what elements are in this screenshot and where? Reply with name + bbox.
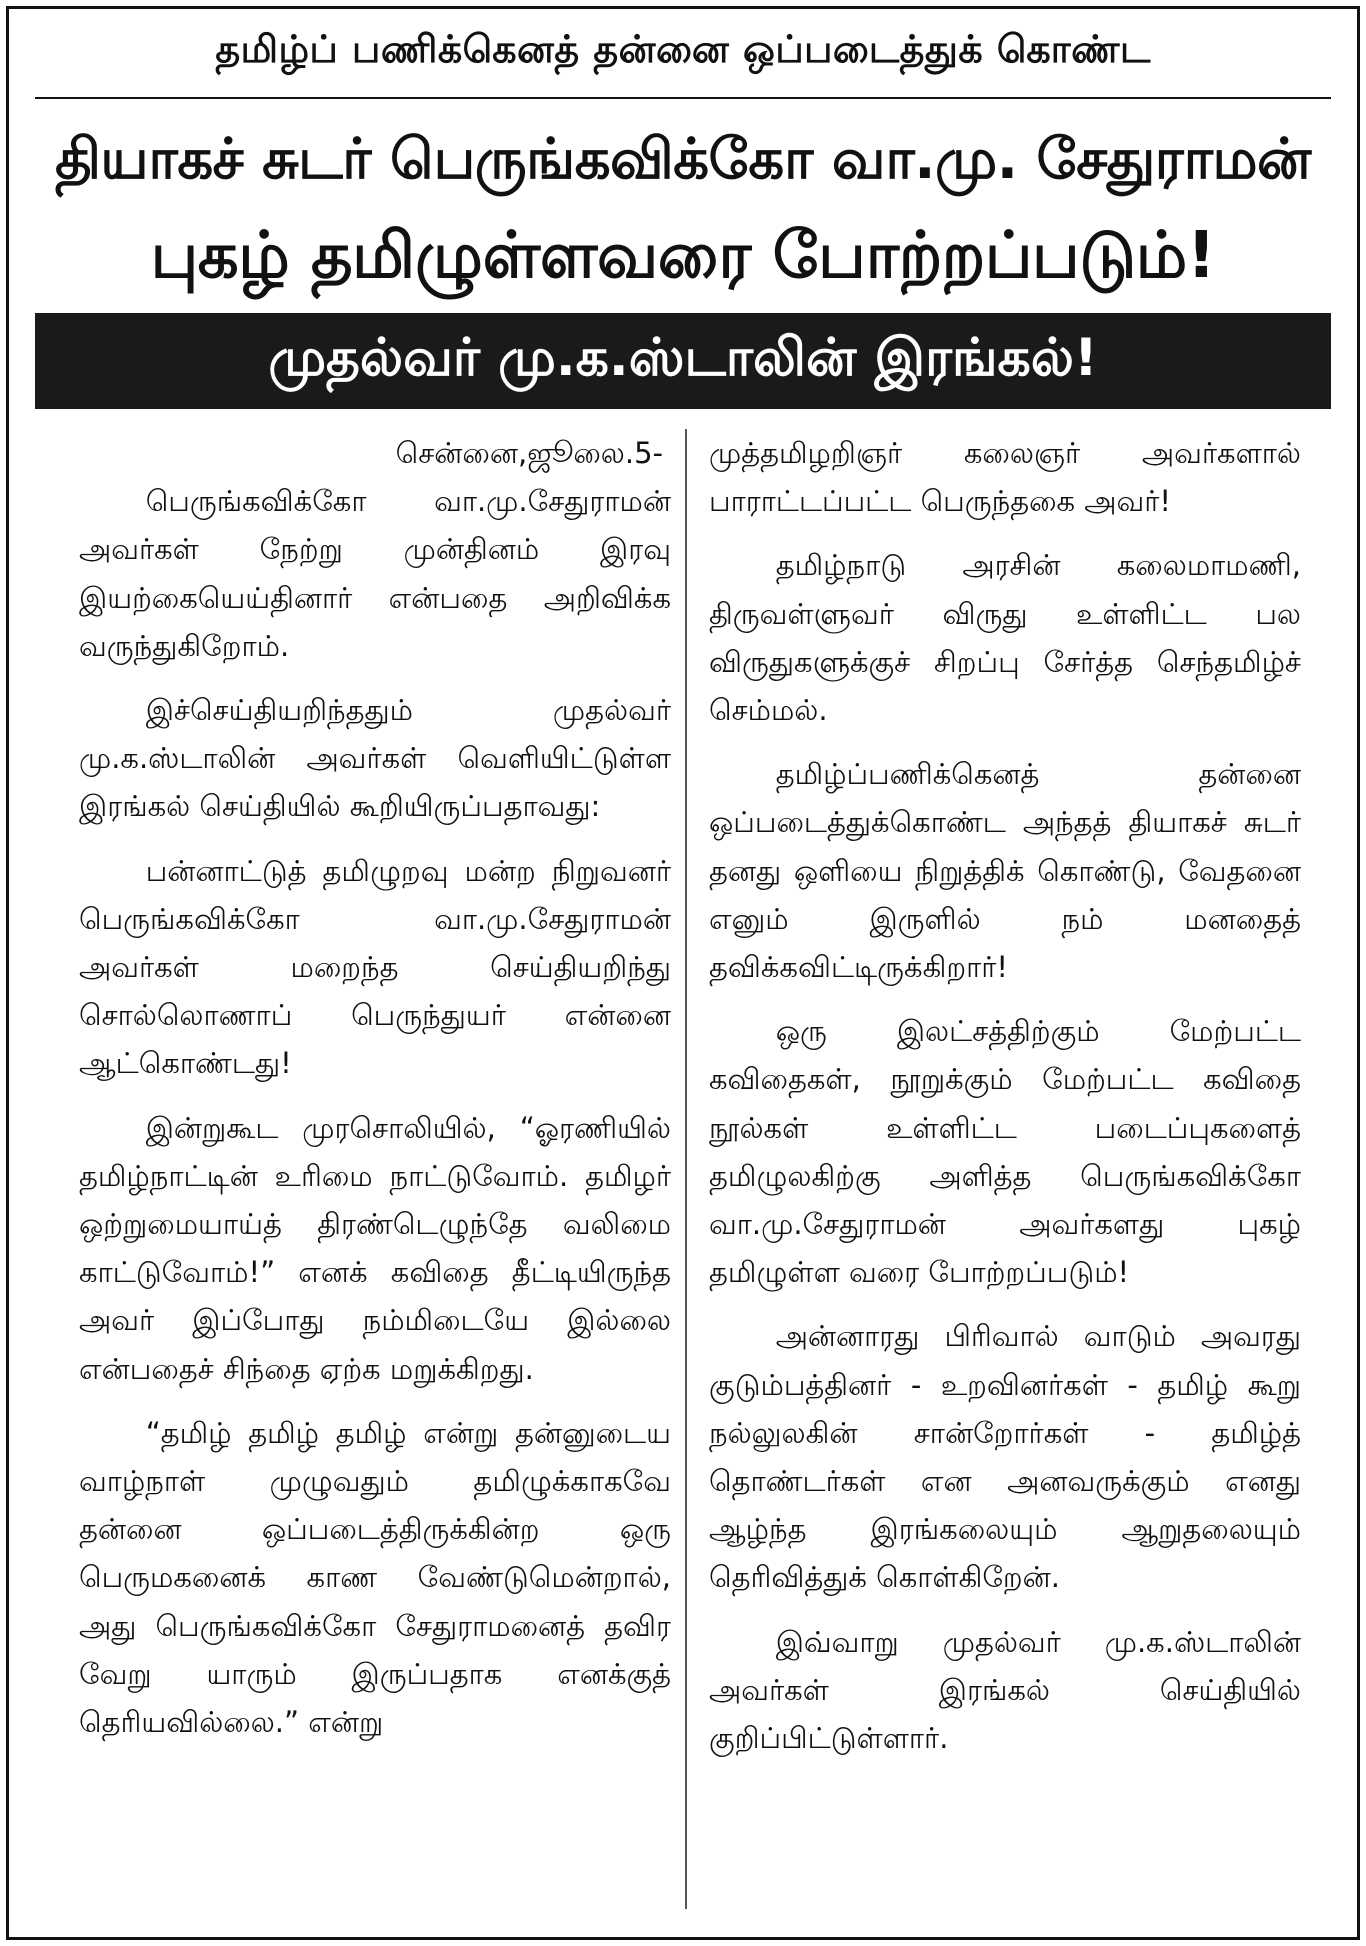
subheadline-banner bbox=[35, 313, 1331, 409]
article-paragraph: தமிழ்நாடு அரசின் கலைமாமணி, திருவள்ளுவர் விருது உள்ளிட்ட பல விருதுகளுக்குச் சிறப்பு சேர்த்த செந்தமிழ்ச் செம்மல். bbox=[709, 548, 1301, 728]
article-paragraph: “தமிழ் தமிழ் தமிழ் என்று தன்னுடைய வாழ்நாள் முழுவதும் தமிழுக்காகவே தன்னை ஒப்படைத்திருக்கின்ற ஒரு பெருமகனைக் காண வேண்டுமென்றால், அது பெருங்கவிக்கோ சேதுராமனைத் தவிர வேறு யாரும் இருப்பதாக எனக்குத் தெரியவில்லை.” என்று bbox=[79, 1415, 671, 1740]
article-paragraph: பெருங்கவிக்கோ வா.மு.சேதுராமன் அவர்கள் நேற்று முன்தினம் இரவு இயற்கையெய்தினார் என்பதை அறிவிக்க வருந்துகிறோம். bbox=[79, 484, 671, 663]
kicker-line: தமிழ்ப் பணிக்கெனத் தன்னை ஒப்படைத்துக் கொண்ட bbox=[215, 27, 1151, 71]
article-paragraph: ஒரு இலட்சத்திற்கும் மேற்பட்ட கவிதைகள், நூறுக்கும் மேற்பட்ட கவிதை நூல்கள் உள்ளிட்ட படைப்புகளைத் தமிழுலகிற்கு அளித்த பெருங்கவிக்கோ வா.மு.சேதுராமன் அவர்களது புகழ் தமிழுள்ள வரை போற்றப்படும்! bbox=[709, 1014, 1301, 1290]
subheadline-text: முதல்வர் மு.க.ஸ்டாலின் இரங்கல்! bbox=[268, 327, 1098, 388]
article-paragraph: இச்செய்தியறிந்ததும் முதல்வர் மு.க.ஸ்டாலின் அவர்கள் வெளியிட்டுள்ள இரங்கல் செய்தியில் கூறியிருப்பதாவது: bbox=[79, 693, 671, 824]
article-paragraph: இவ்வாறு முதல்வர் மு.க.ஸ்டாலின் அவர்கள் இரங்கல் செய்தியில் குறிப்பிட்டுள்ளார். bbox=[709, 1624, 1301, 1756]
headline-line-2: புகழ் தமிழுள்ளவரை போற்றப்படும்! bbox=[150, 219, 1216, 293]
article-column-left bbox=[79, 429, 671, 1762]
headline-line-1: தியாகச் சுடர் பெருங்கவிக்கோ வா.மு. சேதுராமன் bbox=[55, 127, 1311, 192]
article-paragraph: பன்னாட்டுத் தமிழுறவு மன்ற நிறுவனர் பெருங்கவிக்கோ வா.மு.சேதுராமன் அவர்கள் மறைந்த செய்தியறிந்து சொல்லொணாப் பெருந்துயர் என்னை ஆட்கொண்டது! bbox=[79, 853, 671, 1081]
article-column-right bbox=[709, 429, 1301, 1778]
article-paragraph: இன்றுகூட முரசொலியில், “ஓரணியில் தமிழ்நாட்டின் உரிமை நாட்டுவோம். தமிழர் ஒற்றுமையாய்த் திரண்டெழுந்தே வலிமை காட்டுவோம்!” எனக் கவிதை தீட்டியிருந்த அவர் இப்போது நம்மிடையே இல்லை என்பதைச் சிந்தை ஏற்க மறுக்கிறது. bbox=[79, 1110, 671, 1386]
dateline: சென்னை,ஜூலை.5- bbox=[395, 436, 663, 470]
column-divider bbox=[685, 429, 687, 1909]
article-paragraph-continued: முத்தமிழறிஞர் கலைஞர் அவர்களால் பாராட்டப்பட்ட பெருந்தகை அவர்! bbox=[709, 436, 1301, 519]
kicker-divider bbox=[35, 97, 1331, 99]
article-paragraph: அன்னாரது பிரிவால் வாடும் அவரது குடும்பத்தினர் - உறவினர்கள் - தமிழ் கூறு நல்லுலகின் சான்றோர்கள் - தமிழ்த் தொண்டர்கள் என அனவருக்கும் எனது ஆழ்ந்த இரங்கலையும் ஆறுதலையும் தெரிவித்துக் கொள்கிறேன். bbox=[709, 1319, 1301, 1595]
article-paragraph: தமிழ்ப்பணிக்கெனத் தன்னை ஒப்படைத்துக்கொண்ட அந்தத் தியாகச் சுடர் தனது ஒளியை நிறுத்திக் கொண்டு, வேதனை எனும் இருளில் நம் மனதைத் தவிக்கவிட்டிருக்கிறார்! bbox=[709, 757, 1301, 985]
news-clipping bbox=[6, 6, 1360, 1940]
